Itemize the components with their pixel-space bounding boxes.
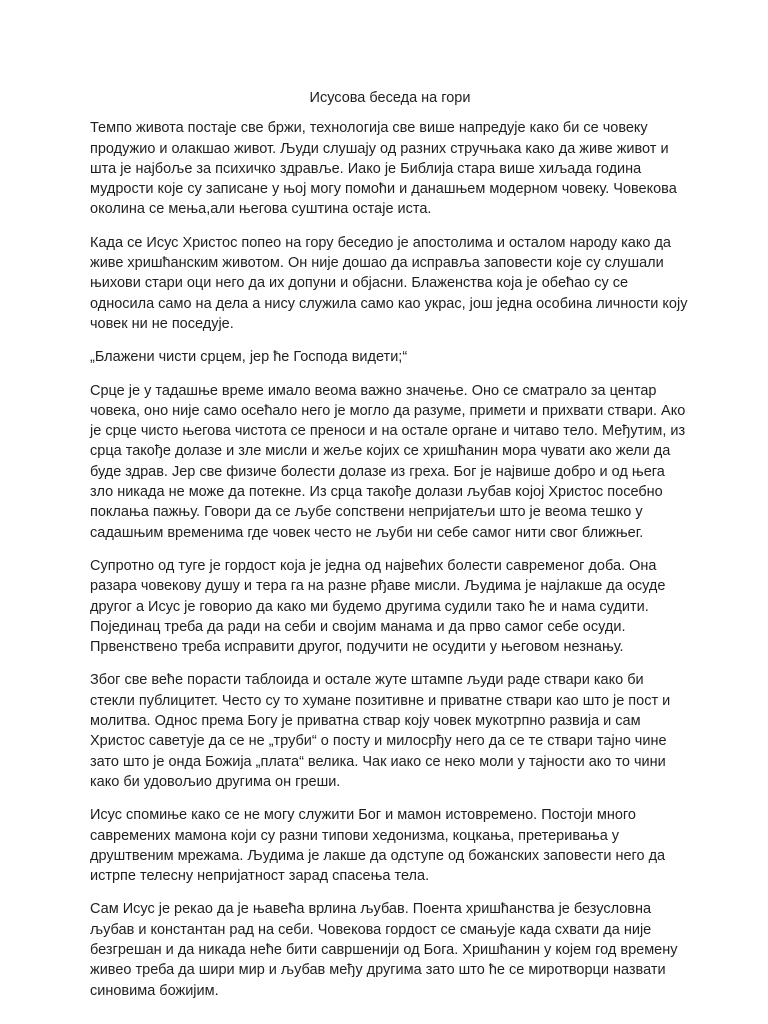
document-title: Исусова беседа на гори (309, 90, 471, 106)
document-page (90, 88, 690, 1014)
paragraph-3: Срце је у тадашње време имало веома важно значење. Оно се сматрало за центар човека, оно није само осећало него је могло да разуме, примети и прихвати ствари. Ако је срце чисто његова чистота се преноси и на остале органе и читаво тело. Међутим, из срца такође долазе и зле мисли и жеље којих се хришћанин мора чувати ако жели да буде здрав. Јер све физиче болести долазе из греха. Бог је највише добро и од њега зло никада не може да потекне. Из срца такође долази љубав којој Христос посебно поклања пажњу. Говори да се љубе сопствени непријатељи што је веома тешко у садашњим временима где човек често не љуби ни себе самог нити свог ближњег. (90, 382, 686, 541)
paragraph-1: Темпо живота постаје све бржи, технологија све више напредује како би се човеку продужио и олакшао живот. Људи слушају од разних стручњака како да живе живот и шта је најбоље за психичко здравље. Иако је Библија стара више хиљада година мудрости које су записане у њој могу помоћи и данашњем модерном човеку. Човекова околина се мења,али његова суштина остаје иста. (90, 120, 677, 218)
paragraph-2: Када се Исус Христос попео на гору беседио је апостолима и осталом народу како да живе хришћанским животом. Он није дошао да исправља заповести које су слушали њихови стари оци него да их допуни и објасни. Блаженства која је обећао су се односила само на дела а нису служила само као украс, још једна особина личности коју човек ни не поседује. (90, 234, 688, 332)
paragraph-6: Исус спомиње како се не могу служити Бог и мамон истовремено. Постоји много савремених мамона који су разни типови хедонизма, коцкања, претеривања у друштвеним мрежама. Људима је лакше да одступе од божанских заповести него да истрпе телесну непријатност зарад спасења тела. (90, 807, 666, 885)
paragraph-4: Супротно од туге је гордост која је једна од највећих болести савременог доба. Она разара човекову душу и тера га на разне рђаве мисли. Људима је најлакше да осуде другог а Исус је говорио да како ми будемо другима судили тако ће и нама судити. Појединац треба да ради на себи и својим манама и да прво самог себе осуди. Првенствено треба исправити другог, подучити не осудити у његовом незнању. (90, 557, 666, 656)
paragraph-7: Сам Исус је рекао да је њавећа врлина љубав. Поента хришћанства је безусловна љубав и константан рад на себи. Човекова гордост се смањује када схвати да није безгрешан и да никада неће бити савршенији од Бога. Хришћанин у којем год времену живео треба да шири мир и љубав међу другима зато што ће се миротворци назвати синовима божијим. (90, 901, 678, 999)
beatitude-quote: „Блажени чисти срцем, јер ће Господа видети;“ (90, 349, 408, 366)
paragraph-5: Због све веће порасти таблоида и остале жуте штампе људи раде ствари како би стекли публицитет. Често су то хумане позитивне и приватне ствари као што је пост и молитва. Однос према Богу је приватна ствар коју човек мукотрпно развија и сам Христос саветује да се не „труби“ о посту и милосрђу него да се те ствари тајно чине зато што је онда Божија „плата“ велика. Чак иако се неко моли у тајности ако то чини како би удовољио другима он греши. (90, 672, 671, 790)
